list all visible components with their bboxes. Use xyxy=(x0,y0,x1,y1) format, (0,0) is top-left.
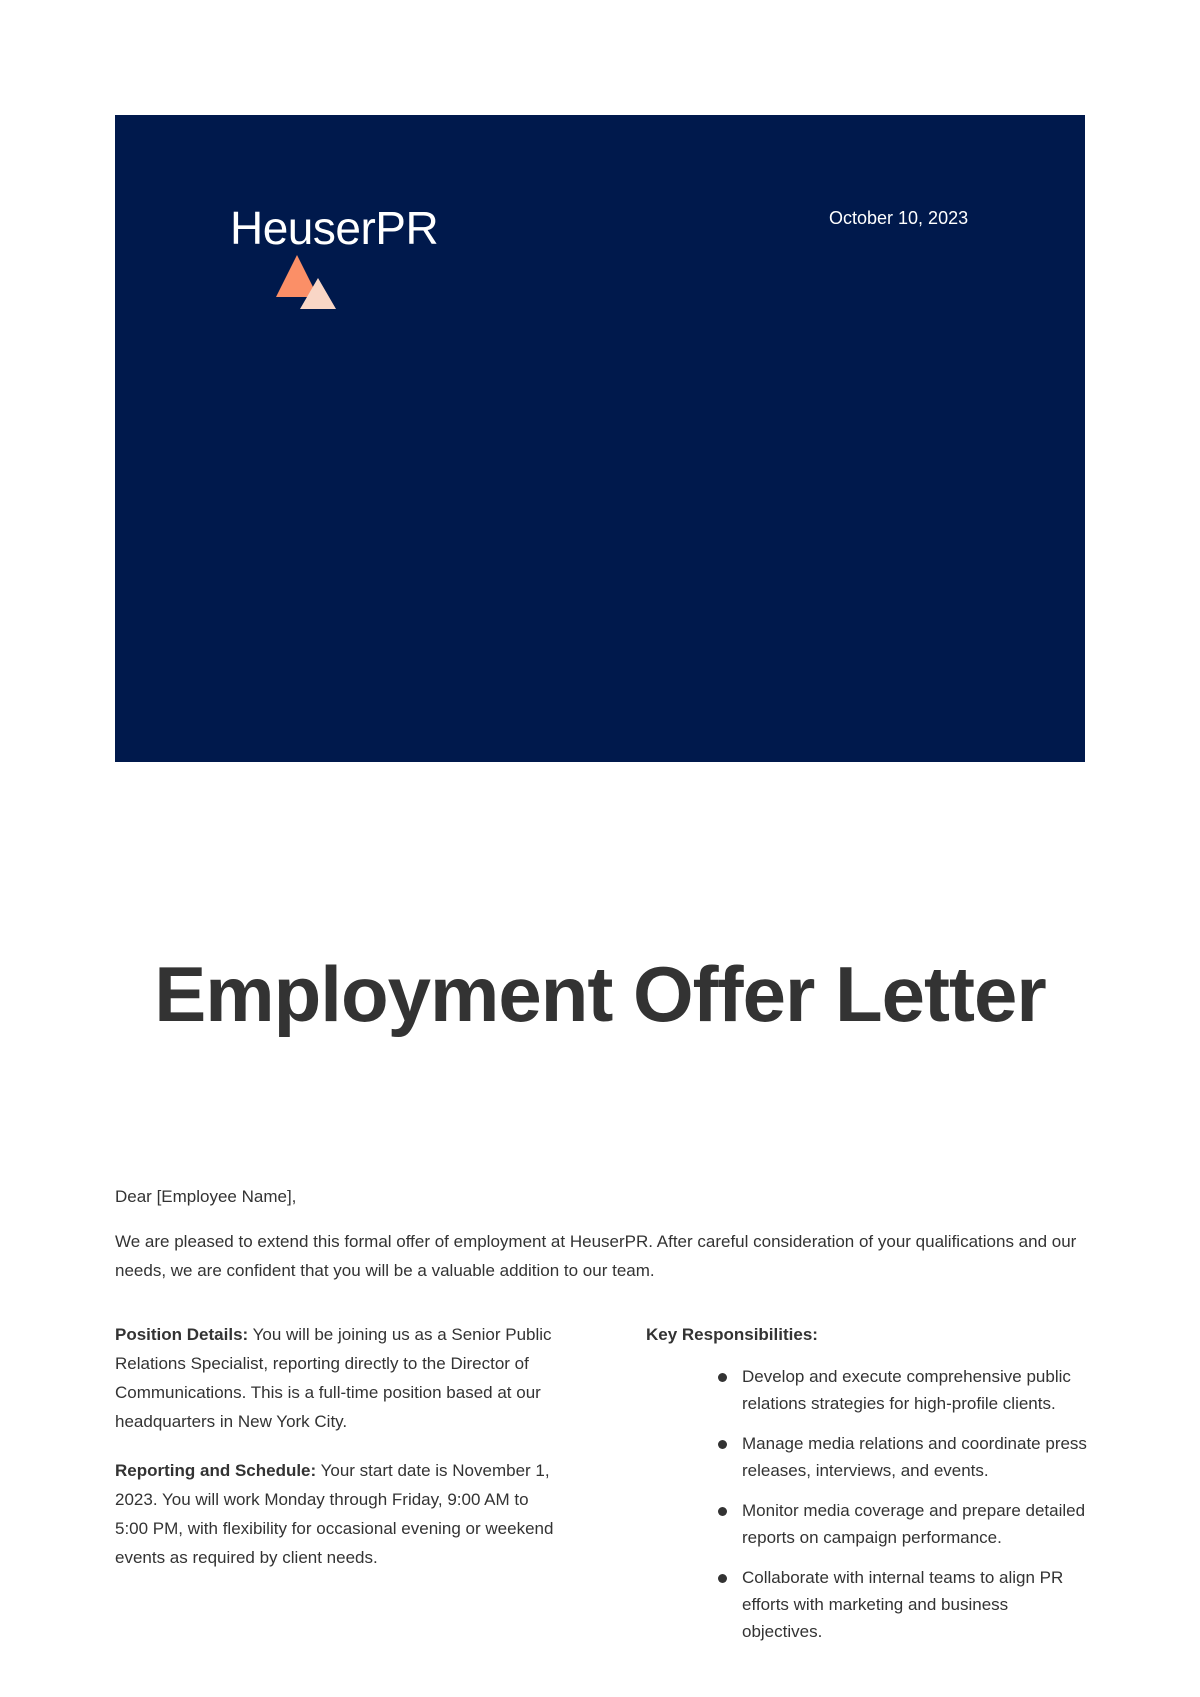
list-item-text: Develop and execute comprehensive public relations strategies for high-profile clients. xyxy=(742,1367,1071,1413)
list-item-text: Collaborate with internal teams to align PR efforts with marketing and business objectives. xyxy=(742,1568,1064,1641)
intro-paragraph: We are pleased to extend this formal offer of employment at HeuserPR. After careful consideration of your qualifications and our needs, we are confident that you will be a valuable addition to our team. xyxy=(115,1232,1077,1280)
company-logo-text: HeuserPR xyxy=(230,202,439,254)
bullet-icon xyxy=(718,1507,727,1516)
header-banner xyxy=(115,115,1085,762)
schedule-text: Your start date is November 1, 2023. You will work Monday through Friday, 9:00 AM to 5:00 PM, with flexibility for occasional evening or weekend events as required by client needs. xyxy=(115,1461,554,1567)
position-details-text: You will be joining us as a Senior Public Relations Specialist, reporting directly to the Director of Communications. This is a full-time position based at our headquarters in New York City. xyxy=(115,1325,552,1431)
bullet-icon xyxy=(718,1440,727,1449)
logo-triangles-icon xyxy=(276,255,340,309)
letter-date: October 10, 2023 xyxy=(829,208,969,228)
schedule-label: Reporting and Schedule: xyxy=(115,1461,317,1480)
responsibilities-list xyxy=(646,1363,1091,1645)
left-column xyxy=(115,1320,565,1592)
list-item xyxy=(742,1564,1091,1645)
list-item xyxy=(742,1497,1091,1551)
responsibilities-heading: Key Responsibilities: xyxy=(646,1325,818,1344)
list-item xyxy=(742,1363,1091,1417)
bullet-icon xyxy=(718,1373,727,1382)
list-item-text: Manage media relations and coordinate press releases, interviews, and events. xyxy=(742,1434,1087,1480)
list-item xyxy=(742,1430,1091,1484)
position-details-label: Position Details: xyxy=(115,1325,249,1344)
schedule-paragraph xyxy=(115,1456,565,1572)
position-details-paragraph xyxy=(115,1320,565,1436)
right-column xyxy=(646,1320,1091,1658)
list-item-text: Monitor media coverage and prepare detailed reports on campaign performance. xyxy=(742,1501,1086,1547)
page-title: Employment Offer Letter xyxy=(154,950,1046,1038)
bullet-icon xyxy=(718,1574,727,1583)
salutation: Dear [Employee Name], xyxy=(115,1187,297,1206)
